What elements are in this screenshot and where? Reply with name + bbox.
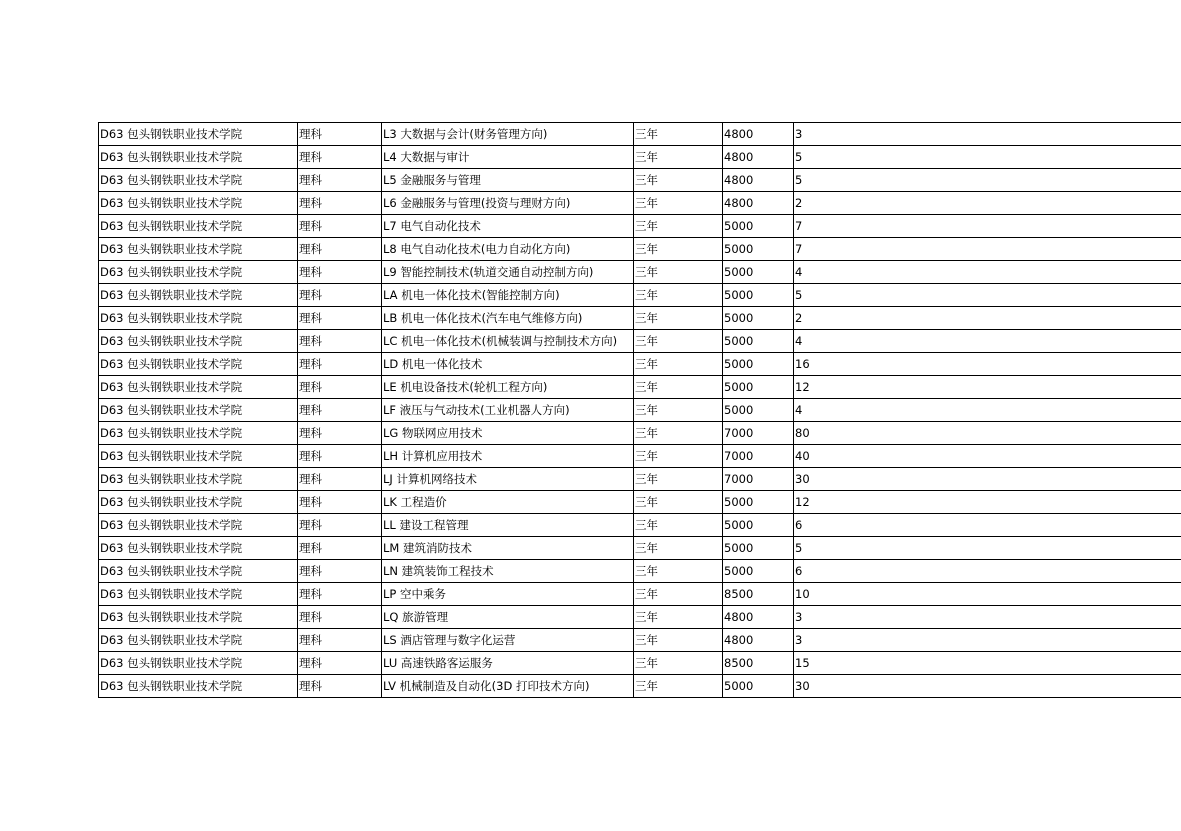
table-row [99, 675, 1181, 698]
quota-cell: 12 [794, 376, 1181, 399]
tuition-cell: 7000 [723, 468, 794, 491]
table-row [99, 146, 1181, 169]
school-cell: D63 包头钢铁职业技术学院 [99, 537, 298, 560]
subject-cell: 理科 [298, 353, 382, 376]
duration-cell: 三年 [634, 514, 723, 537]
major-cell: LQ 旅游管理 [382, 606, 634, 629]
duration-cell: 三年 [634, 491, 723, 514]
duration-cell: 三年 [634, 652, 723, 675]
duration-cell: 三年 [634, 468, 723, 491]
major-cell: L4 大数据与审计 [382, 146, 634, 169]
school-cell: D63 包头钢铁职业技术学院 [99, 146, 298, 169]
duration-cell: 三年 [634, 192, 723, 215]
tuition-cell: 8500 [723, 583, 794, 606]
duration-cell: 三年 [634, 606, 723, 629]
school-cell: D63 包头钢铁职业技术学院 [99, 399, 298, 422]
quota-cell: 10 [794, 583, 1181, 606]
tuition-cell: 7000 [723, 445, 794, 468]
subject-cell: 理科 [298, 537, 382, 560]
subject-cell: 理科 [298, 192, 382, 215]
subject-cell: 理科 [298, 261, 382, 284]
quota-cell: 5 [794, 537, 1181, 560]
school-cell: D63 包头钢铁职业技术学院 [99, 422, 298, 445]
tuition-cell: 5000 [723, 307, 794, 330]
subject-cell: 理科 [298, 123, 382, 146]
quota-cell: 3 [794, 629, 1181, 652]
school-cell: D63 包头钢铁职业技术学院 [99, 445, 298, 468]
major-cell: L9 智能控制技术(轨道交通自动控制方向) [382, 261, 634, 284]
major-cell: L6 金融服务与管理(投资与理财方向) [382, 192, 634, 215]
major-cell: LC 机电一体化技术(机械装调与控制技术方向) [382, 330, 634, 353]
school-cell: D63 包头钢铁职业技术学院 [99, 123, 298, 146]
subject-cell: 理科 [298, 514, 382, 537]
quota-cell: 6 [794, 560, 1181, 583]
tuition-cell: 5000 [723, 330, 794, 353]
duration-cell: 三年 [634, 284, 723, 307]
enrollment-table [98, 122, 1181, 698]
quota-cell: 30 [794, 675, 1181, 698]
table-row [99, 215, 1181, 238]
school-cell: D63 包头钢铁职业技术学院 [99, 307, 298, 330]
duration-cell: 三年 [634, 583, 723, 606]
table-row [99, 491, 1181, 514]
quota-cell: 15 [794, 652, 1181, 675]
duration-cell: 三年 [634, 238, 723, 261]
tuition-cell: 4800 [723, 123, 794, 146]
tuition-cell: 5000 [723, 261, 794, 284]
major-cell: LL 建设工程管理 [382, 514, 634, 537]
tuition-cell: 5000 [723, 238, 794, 261]
table-row [99, 606, 1181, 629]
school-cell: D63 包头钢铁职业技术学院 [99, 330, 298, 353]
quota-cell: 40 [794, 445, 1181, 468]
tuition-cell: 4800 [723, 629, 794, 652]
school-cell: D63 包头钢铁职业技术学院 [99, 583, 298, 606]
major-cell: LV 机械制造及自动化(3D 打印技术方向) [382, 675, 634, 698]
subject-cell: 理科 [298, 376, 382, 399]
quota-cell: 6 [794, 514, 1181, 537]
quota-cell: 5 [794, 146, 1181, 169]
subject-cell: 理科 [298, 560, 382, 583]
quota-cell: 2 [794, 307, 1181, 330]
duration-cell: 三年 [634, 307, 723, 330]
school-cell: D63 包头钢铁职业技术学院 [99, 606, 298, 629]
quota-cell: 4 [794, 399, 1181, 422]
school-cell: D63 包头钢铁职业技术学院 [99, 491, 298, 514]
duration-cell: 三年 [634, 399, 723, 422]
tuition-cell: 5000 [723, 399, 794, 422]
quota-cell: 5 [794, 169, 1181, 192]
table-row [99, 583, 1181, 606]
school-cell: D63 包头钢铁职业技术学院 [99, 192, 298, 215]
duration-cell: 三年 [634, 330, 723, 353]
school-cell: D63 包头钢铁职业技术学院 [99, 261, 298, 284]
table-row [99, 629, 1181, 652]
duration-cell: 三年 [634, 445, 723, 468]
table-row [99, 445, 1181, 468]
major-cell: LJ 计算机网络技术 [382, 468, 634, 491]
subject-cell: 理科 [298, 169, 382, 192]
tuition-cell: 5000 [723, 215, 794, 238]
school-cell: D63 包头钢铁职业技术学院 [99, 376, 298, 399]
school-cell: D63 包头钢铁职业技术学院 [99, 284, 298, 307]
school-cell: D63 包头钢铁职业技术学院 [99, 238, 298, 261]
tuition-cell: 7000 [723, 422, 794, 445]
major-cell: L3 大数据与会计(财务管理方向) [382, 123, 634, 146]
tuition-cell: 5000 [723, 537, 794, 560]
table-row [99, 560, 1181, 583]
table-row [99, 468, 1181, 491]
quota-cell: 7 [794, 215, 1181, 238]
table-body [99, 123, 1181, 698]
school-cell: D63 包头钢铁职业技术学院 [99, 215, 298, 238]
subject-cell: 理科 [298, 445, 382, 468]
subject-cell: 理科 [298, 330, 382, 353]
table-row [99, 123, 1181, 146]
duration-cell: 三年 [634, 560, 723, 583]
tuition-cell: 5000 [723, 560, 794, 583]
major-cell: LD 机电一体化技术 [382, 353, 634, 376]
tuition-cell: 5000 [723, 353, 794, 376]
major-cell: LH 计算机应用技术 [382, 445, 634, 468]
major-cell: LE 机电设备技术(轮机工程方向) [382, 376, 634, 399]
duration-cell: 三年 [634, 629, 723, 652]
quota-cell: 16 [794, 353, 1181, 376]
subject-cell: 理科 [298, 629, 382, 652]
major-cell: L5 金融服务与管理 [382, 169, 634, 192]
tuition-cell: 5000 [723, 514, 794, 537]
table-row [99, 353, 1181, 376]
subject-cell: 理科 [298, 491, 382, 514]
school-cell: D63 包头钢铁职业技术学院 [99, 353, 298, 376]
school-cell: D63 包头钢铁职业技术学院 [99, 629, 298, 652]
table-row [99, 261, 1181, 284]
major-cell: LS 酒店管理与数字化运营 [382, 629, 634, 652]
duration-cell: 三年 [634, 123, 723, 146]
duration-cell: 三年 [634, 353, 723, 376]
tuition-cell: 5000 [723, 675, 794, 698]
subject-cell: 理科 [298, 583, 382, 606]
duration-cell: 三年 [634, 215, 723, 238]
tuition-cell: 5000 [723, 284, 794, 307]
major-cell: L8 电气自动化技术(电力自动化方向) [382, 238, 634, 261]
quota-cell: 4 [794, 330, 1181, 353]
table-row [99, 537, 1181, 560]
table-row [99, 376, 1181, 399]
major-cell: L7 电气自动化技术 [382, 215, 634, 238]
school-cell: D63 包头钢铁职业技术学院 [99, 169, 298, 192]
table-row [99, 284, 1181, 307]
table-row [99, 238, 1181, 261]
quota-cell: 80 [794, 422, 1181, 445]
duration-cell: 三年 [634, 146, 723, 169]
school-cell: D63 包头钢铁职业技术学院 [99, 652, 298, 675]
subject-cell: 理科 [298, 652, 382, 675]
duration-cell: 三年 [634, 169, 723, 192]
tuition-cell: 4800 [723, 606, 794, 629]
major-cell: LU 高速铁路客运服务 [382, 652, 634, 675]
subject-cell: 理科 [298, 422, 382, 445]
duration-cell: 三年 [634, 261, 723, 284]
major-cell: LG 物联网应用技术 [382, 422, 634, 445]
table-row [99, 399, 1181, 422]
quota-cell: 3 [794, 123, 1181, 146]
subject-cell: 理科 [298, 215, 382, 238]
table-row [99, 652, 1181, 675]
table-row [99, 169, 1181, 192]
table-row [99, 422, 1181, 445]
table-row [99, 192, 1181, 215]
major-cell: LA 机电一体化技术(智能控制方向) [382, 284, 634, 307]
school-cell: D63 包头钢铁职业技术学院 [99, 514, 298, 537]
quota-cell: 2 [794, 192, 1181, 215]
quota-cell: 5 [794, 284, 1181, 307]
tuition-cell: 4800 [723, 169, 794, 192]
table-row [99, 514, 1181, 537]
school-cell: D63 包头钢铁职业技术学院 [99, 468, 298, 491]
major-cell: LB 机电一体化技术(汽车电气维修方向) [382, 307, 634, 330]
major-cell: LN 建筑装饰工程技术 [382, 560, 634, 583]
subject-cell: 理科 [298, 606, 382, 629]
duration-cell: 三年 [634, 675, 723, 698]
subject-cell: 理科 [298, 146, 382, 169]
duration-cell: 三年 [634, 376, 723, 399]
table-row [99, 330, 1181, 353]
subject-cell: 理科 [298, 675, 382, 698]
quota-cell: 3 [794, 606, 1181, 629]
major-cell: LK 工程造价 [382, 491, 634, 514]
duration-cell: 三年 [634, 422, 723, 445]
subject-cell: 理科 [298, 307, 382, 330]
quota-cell: 7 [794, 238, 1181, 261]
tuition-cell: 4800 [723, 146, 794, 169]
subject-cell: 理科 [298, 399, 382, 422]
tuition-cell: 8500 [723, 652, 794, 675]
tuition-cell: 4800 [723, 192, 794, 215]
tuition-cell: 5000 [723, 376, 794, 399]
subject-cell: 理科 [298, 284, 382, 307]
major-cell: LP 空中乘务 [382, 583, 634, 606]
major-cell: LF 液压与气动技术(工业机器人方向) [382, 399, 634, 422]
quota-cell: 4 [794, 261, 1181, 284]
table-row [99, 307, 1181, 330]
school-cell: D63 包头钢铁职业技术学院 [99, 560, 298, 583]
subject-cell: 理科 [298, 238, 382, 261]
school-cell: D63 包头钢铁职业技术学院 [99, 675, 298, 698]
quota-cell: 12 [794, 491, 1181, 514]
tuition-cell: 5000 [723, 491, 794, 514]
subject-cell: 理科 [298, 468, 382, 491]
quota-cell: 30 [794, 468, 1181, 491]
major-cell: LM 建筑消防技术 [382, 537, 634, 560]
duration-cell: 三年 [634, 537, 723, 560]
